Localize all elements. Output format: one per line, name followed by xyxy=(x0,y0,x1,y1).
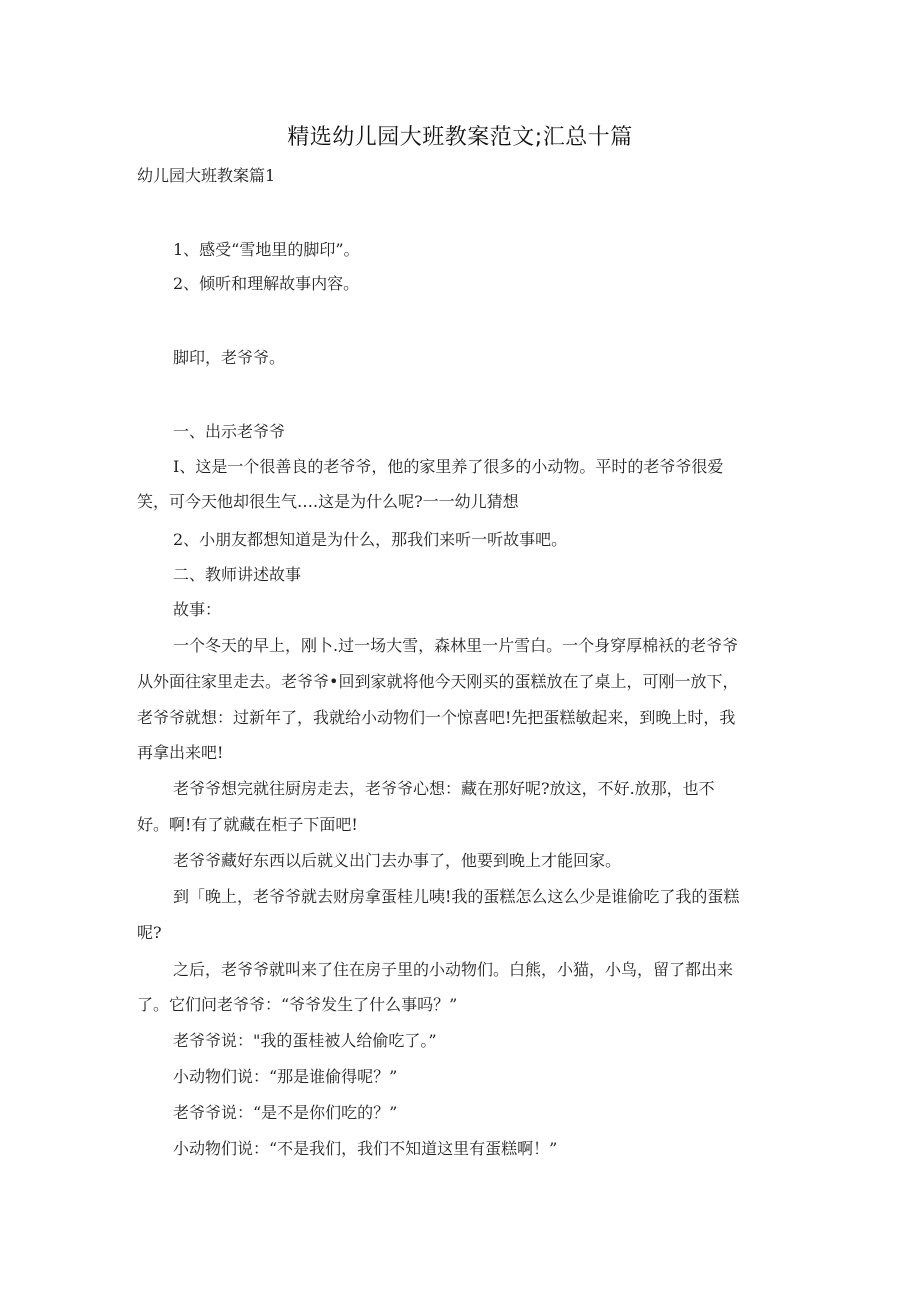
dialogue-line: 小动物们说：“那是谁偷得呢？” xyxy=(173,1067,398,1086)
story-line: 老爷爷想完就往厨房走去，老爷爷心想：藏在那好呢?放这，不好.放那，也不 xyxy=(173,779,715,798)
story-label: 故事： xyxy=(173,600,222,619)
story-line: 老爷爷就想：过新年了，我就给小动物们一个惊喜吧!先把蛋糕敏起来，到晚上时，我 xyxy=(137,708,736,727)
dialogue-line: 老爷爷说："我的蛋桂被人给偷吃了。” xyxy=(173,1031,437,1050)
goal-line-1: 1、感受“雪地里的脚印”。 xyxy=(173,240,360,259)
dialogue-line: 老爷爷说：“是不是你们吃的？” xyxy=(173,1103,398,1122)
paragraph-line: 笑，可今天他却很生气….这是为什么呢?一一幼儿猜想 xyxy=(137,492,519,511)
document-title: 精选幼儿园大班教案范文;汇总十篇 xyxy=(287,125,633,150)
paragraph-line: 2、小朋友都想知道是为什么，那我们来听一听故事吧。 xyxy=(173,530,568,549)
story-line: 老爷爷藏好东西以后就义出门去办事了，他要到晚上才能回家。 xyxy=(173,851,622,870)
dialogue-line: 小动物们说：“不是我们，我们不知道这里有蛋糕啊！” xyxy=(173,1139,558,1158)
story-line: 一个冬天的早上，刚卜.过一场大雪，森林里一片雪白。一个身穿厚棉袄的老爷爷 xyxy=(173,636,739,655)
paragraph-line: I、这是一个很善良的老爷爷，他的家里养了很多的小动物。平时的老爷爷很爱 xyxy=(173,457,724,476)
goal-line-2: 2、倾听和理解故事内容。 xyxy=(173,274,360,293)
section-heading-2: 二、教师讲述故事 xyxy=(173,565,302,584)
story-line: 到「晚上，老爷爷就去财房拿蛋桂儿咦!我的蛋糕怎么这么少是谁偷吃了我的蛋糕 xyxy=(173,887,740,906)
story-line: 呢? xyxy=(137,923,162,942)
story-line: 之后，老爷爷就叫来了住在房子里的小动物们。白熊，小猫，小鸟，留了都出来 xyxy=(173,960,734,979)
materials-line: 脚印，老爷爷。 xyxy=(173,348,286,367)
story-line: 从外面往家里走去。老爷爷•回到家就将他今天刚买的蛋糕放在了桌上，可刚一放下， xyxy=(137,672,739,691)
story-line: 了。它们问老爷爷：“爷爷发生了什么事吗？” xyxy=(137,995,458,1014)
lesson-title: 幼儿园大班教案篇1 xyxy=(137,166,276,185)
section-heading-1: 一、出示老爷爷 xyxy=(173,422,286,441)
story-line: 再拿出来吧! xyxy=(137,743,224,762)
story-line: 好。啊!有了就藏在柜子下面吧! xyxy=(137,815,358,834)
